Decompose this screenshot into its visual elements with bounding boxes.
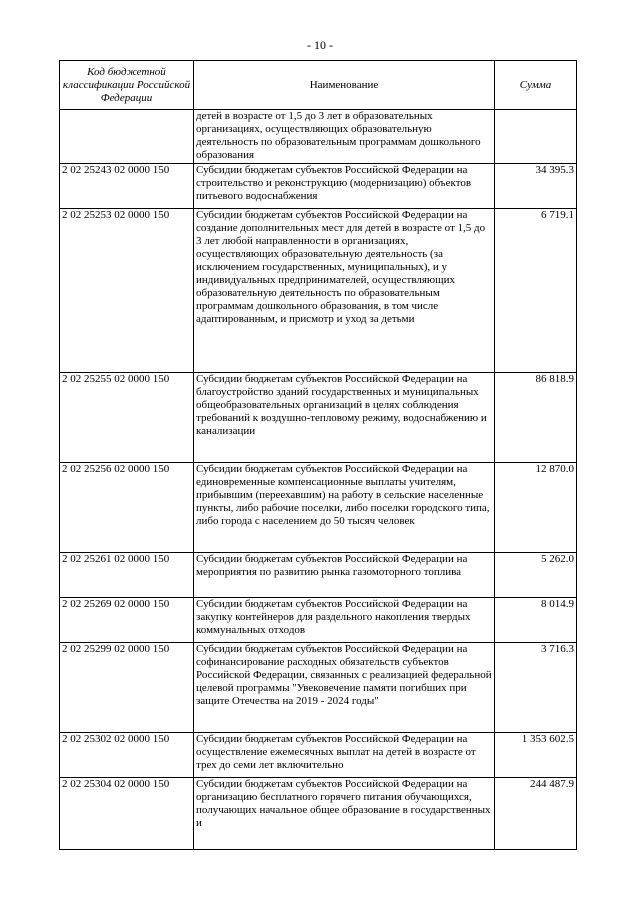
table-row <box>60 553 577 598</box>
row-amount: 244 487.9 <box>495 778 577 850</box>
row-amount: 34 395.3 <box>495 164 577 209</box>
row-amount: 5 262.0 <box>495 553 577 598</box>
table-row <box>60 598 577 643</box>
row-code: 2 02 25261 02 0000 150 <box>60 553 194 598</box>
row-name: Субсидии бюджетам субъектов Российской Федерации на организацию бесплатного горячего питания обучающихся, получающих начальное общее образование в государственных и <box>194 778 495 850</box>
table-row <box>60 373 577 463</box>
row-name: Субсидии бюджетам субъектов Российской Федерации на мероприятия по развитию рынка газомоторного топлива <box>194 553 495 598</box>
table-row <box>60 110 577 164</box>
row-amount <box>495 110 577 164</box>
row-amount: 1 353 602.5 <box>495 733 577 778</box>
row-amount: 6 719.1 <box>495 209 577 373</box>
row-name: Субсидии бюджетам субъектов Российской Федерации на осуществление ежемесячных выплат на детей в возрасте от трех до семи лет включительно <box>194 733 495 778</box>
page-number: - 10 - <box>307 38 333 52</box>
row-amount: 8 014.9 <box>495 598 577 643</box>
header-code: Код бюджетной классификации Российской Федерации <box>60 61 194 110</box>
header-name: Наименование <box>194 61 495 110</box>
row-code: 2 02 25253 02 0000 150 <box>60 209 194 373</box>
table-row <box>60 733 577 778</box>
table-row <box>60 164 577 209</box>
row-code: 2 02 25302 02 0000 150 <box>60 733 194 778</box>
row-code: 2 02 25299 02 0000 150 <box>60 643 194 733</box>
row-amount: 3 716.3 <box>495 643 577 733</box>
row-name: Субсидии бюджетам субъектов Российской Федерации на создание дополнительных мест для детей в возрасте от 1,5 до 3 лет любой направленности в организациях, осуществляющих образовательную деятельность (за исключением государственных, муниципальных), и у индивидуальных предпринимателей, осуществляющих образовательную деятельность по образовательным программам дошкольного образования, в том числе адаптированным, и присмотр и уход за детьми <box>194 209 495 373</box>
row-code: 2 02 25256 02 0000 150 <box>60 463 194 553</box>
header-sum: Сумма <box>495 61 577 110</box>
row-code: 2 02 25255 02 0000 150 <box>60 373 194 463</box>
table-row <box>60 463 577 553</box>
row-code: 2 02 25269 02 0000 150 <box>60 598 194 643</box>
table-row <box>60 643 577 733</box>
row-name: Субсидии бюджетам субъектов Российской Федерации на строительство и реконструкцию (модернизацию) объектов питьевого водоснабжения <box>194 164 495 209</box>
row-amount: 86 818.9 <box>495 373 577 463</box>
budget-table <box>59 60 577 850</box>
row-name: Субсидии бюджетам субъектов Российской Федерации на софинансирование расходных обязательств субъектов Российской Федерации, связанных с реализацией федеральной целевой программы "Увековечение памяти погибших при защите Отечества на 2019 - 2024 годы" <box>194 643 495 733</box>
row-name: детей в возрасте от 1,5 до 3 лет в образовательных организациях, осуществляющих образовательную деятельность по образовательным программам дошкольного образования <box>194 110 495 164</box>
table-header-row <box>60 61 577 110</box>
row-code: 2 02 25304 02 0000 150 <box>60 778 194 850</box>
table-row <box>60 209 577 373</box>
row-amount: 12 870.0 <box>495 463 577 553</box>
row-code: 2 02 25243 02 0000 150 <box>60 164 194 209</box>
row-name: Субсидии бюджетам субъектов Российской Федерации на единовременные компенсационные выплаты учителям, прибывшим (переехавшим) на работу в сельские населенные пункты, либо рабочие поселки, либо поселки городского типа, либо города с населением до 50 тысяч человек <box>194 463 495 553</box>
row-code <box>60 110 194 164</box>
table-row <box>60 778 577 850</box>
row-name: Субсидии бюджетам субъектов Российской Федерации на закупку контейнеров для раздельного накопления твердых коммунальных отходов <box>194 598 495 643</box>
row-name: Субсидии бюджетам субъектов Российской Федерации на благоустройство зданий государственных и муниципальных общеобразовательных организаций в целях соблюдения требований к воздушно-тепловому режиму, водоснабжению и канализации <box>194 373 495 463</box>
